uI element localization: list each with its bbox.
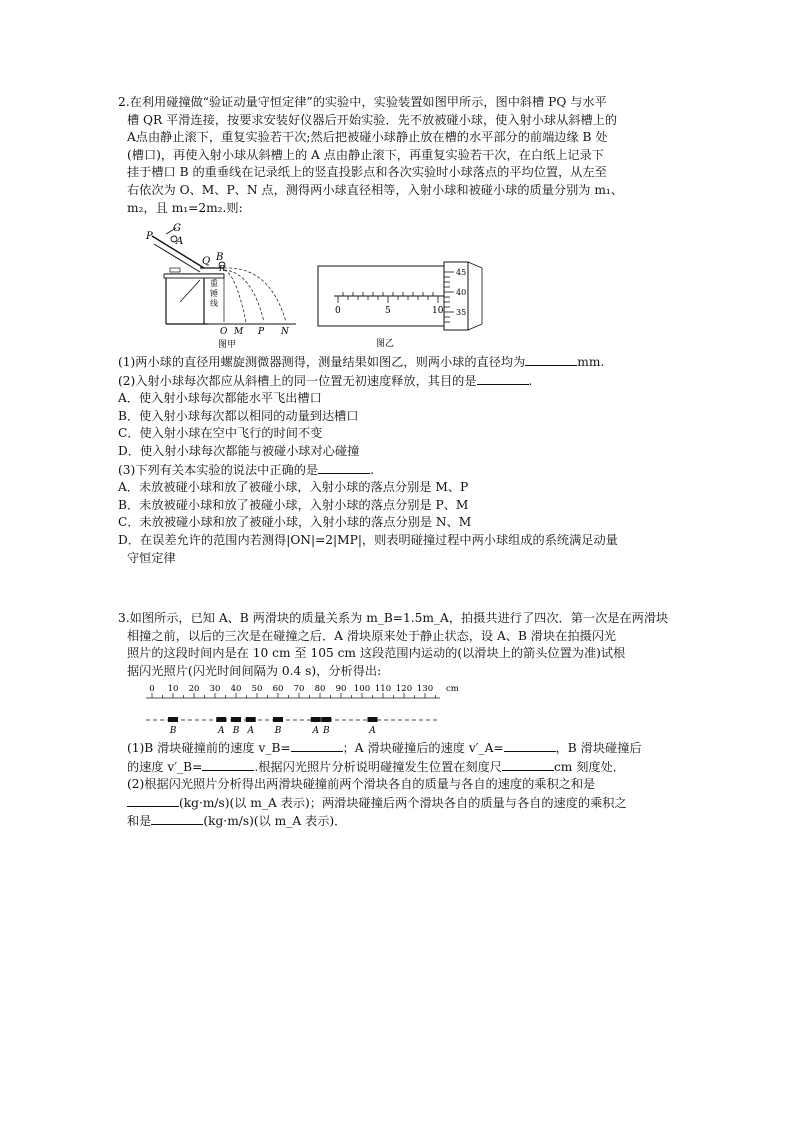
q3-va-after-label: ；A 滑块碰撞后的速度 v′_A= [342, 741, 504, 755]
fig-jia-label-b: B [216, 252, 224, 263]
figure-yi [316, 258, 488, 350]
q2-line-6: 右依次为 O、M、P、N 点，测得两小球直径相等，入射小球和被碰小球的质量分别为 m₁、 [127, 182, 623, 197]
q2-sub1 [118, 353, 678, 372]
fig-jia-caption: 图甲 [218, 340, 237, 350]
q2-sub3-blank[interactable] [318, 461, 370, 474]
fig-yi-thimble-35: 35 [456, 308, 467, 317]
slider-block-label: A [369, 726, 376, 736]
slider-block [273, 717, 283, 722]
ruler-tick-label: 110 [374, 684, 392, 694]
q3-line-2: 相撞之前，以后的三次是在碰撞之后．A 滑块原来处于静止状态，设 A、B 滑块在拍摄闪光 [127, 628, 617, 643]
ruler-tick-label: 70 [293, 684, 305, 694]
q3-vb-label: (1)B 滑块碰撞前的速度 v_B= [127, 741, 291, 755]
fig-yi-main-5: 5 [385, 306, 391, 316]
ruler-tick-label: 80 [314, 684, 326, 694]
ruler-tick-label: 120 [395, 684, 413, 694]
q2-sub2 [118, 372, 678, 391]
fig-yi-main-10: 10 [432, 306, 444, 316]
fig-jia-label-g: G [173, 223, 181, 234]
slider-block [231, 717, 241, 722]
slider-block-label: A [247, 726, 254, 736]
slider-block [311, 717, 321, 722]
ruler-tick-label: 100 [353, 684, 371, 694]
fig-jia-label-p2: P [258, 327, 265, 337]
question-2 [118, 94, 678, 217]
ruler-tick-label: 50 [251, 684, 263, 694]
q3-momentum-after-blank[interactable] [151, 812, 203, 825]
fig-yi-caption: 图乙 [376, 339, 395, 349]
slider-block-label: B [169, 726, 177, 736]
ruler-tick-label: 20 [188, 684, 200, 694]
q3-vb-after-prefix: ，B 滑块碰撞后 [555, 741, 642, 755]
fig-jia-label-m: M [234, 327, 244, 337]
q2-sub3-option-b: B．未放被碰小球和放了被碰小球，入射小球的落点分别是 P、M [118, 497, 469, 512]
q3-momentum-before-blank[interactable] [127, 794, 179, 807]
ruler-tick-label: 130 [416, 684, 434, 694]
fig-jia-label-r: R [219, 264, 226, 273]
slider-block [216, 717, 226, 722]
q2-sub1-blank[interactable] [525, 353, 577, 366]
q2-sub2-option-a: A．使入射小球每次都能水平飞出槽口 [118, 391, 322, 406]
q2-sub2-option-d: D．使入射小球每次都能与被碰小球对心碰撞 [118, 443, 360, 458]
slider-block [168, 717, 178, 722]
q2-sub3-option-d: D．在误差允许的范围内若测得|ON|=2|MP|，则表明碰撞过程中两小球组成的系统满足动量 [118, 532, 618, 547]
slider-block [321, 717, 331, 722]
q3-va-after-blank[interactable] [504, 739, 556, 752]
ruler-tick-label: 30 [209, 684, 221, 694]
fig-jia-label-n: N [281, 327, 289, 337]
q3-momentum-after-text: 和是 [127, 814, 152, 829]
q2-line-5: 挂于槽口 B 的重垂线在记录纸上的竖直投影点和各次实验时小球落点的平均位置，从左至 [127, 165, 607, 180]
fig-jia-label-o: O [220, 327, 228, 337]
q2-sub3-option-d-cont: 守恒定律 [127, 550, 176, 565]
q3-vb-after-blank[interactable] [202, 758, 254, 771]
q3-sub2-line3 [118, 812, 678, 831]
ruler-tick-label: 60 [272, 684, 284, 694]
slider-block-label: A [218, 726, 225, 736]
q3-line-1: 3.如图所示，已知 A、B 两滑块的质量关系为 m_B=1.5m_A，拍摄共进行了四次．第一次是在两滑块 [118, 611, 669, 625]
q3-position-blank[interactable] [502, 758, 554, 771]
q2-sub2-blank[interactable] [477, 372, 529, 385]
q2-sub2-end: . [528, 373, 533, 388]
fig-jia-label-zhong: 重 [210, 279, 218, 288]
q2-line-1: 2.在利用碰撞做“验证动量守恒定律”的实验中，实验装置如图甲所示，图中斜槽 PQ 与水平 [118, 95, 607, 109]
slider-block-label: B [232, 726, 240, 736]
q3-sub1-line1 [118, 739, 678, 758]
q3-line-3: 照片的这段时间内是在 10 cm 至 105 cm 这段范围内运动的(以滑块上的箭头位置为准)试根 [127, 646, 626, 661]
fig-yi-thimble-40: 40 [456, 288, 467, 297]
q3-sub1-line2 [118, 758, 678, 777]
q3-sub2-line2 [118, 794, 678, 813]
fig-jia-label-a: A [176, 236, 184, 247]
slider-block [368, 717, 378, 722]
slider-block-label: A [312, 726, 320, 736]
ruler-tick-label: 90 [335, 684, 347, 694]
question-3 [118, 610, 678, 680]
ruler-tick-label: 10 [167, 684, 179, 694]
q2-sub1-text: (1)两小球的直径用螺旋测微器测得，测量结果如图乙，则两小球的直径均为 [118, 355, 526, 369]
q2-line-2: 槽 QR 平滑连接，按要求安装好仪器后开始实验．先不放被碰小球，使入射小球从斜槽上的 [127, 112, 618, 127]
q2-sub3-text: (3)下列有关本实验的说法中正确的是 [118, 462, 319, 477]
q3-position-unit: cm 刻度处． [553, 759, 625, 774]
q2-sub3 [118, 461, 678, 480]
fig-jia-label-q: Q [202, 256, 211, 267]
figure-jia [140, 222, 300, 350]
q2-line-7: m₂，且 m₁=2m₂.则: [127, 200, 243, 215]
question-3-parts [118, 739, 678, 831]
q3-vb-after-label: 的速度 v′_B= [127, 759, 203, 774]
fig-jia-label-chui: 锤 [210, 289, 218, 298]
q2-sub1-unit: mm. [577, 355, 605, 369]
q2-sub2-option-c: C．使入射小球在空中飞行的时间不变 [118, 426, 323, 441]
q2-sub3-option-c: C．未放被碰小球和放了被碰小球，入射小球的落点分别是 N、M [118, 515, 472, 530]
q2-sub3-option-a: A．未放被碰小球和放了被碰小球，入射小球的落点分别是 M、P [118, 480, 469, 495]
slider-block-label: B [322, 726, 330, 736]
flash-photo-ruler [140, 683, 460, 739]
q3-position-text: .根据闪光照片分析说明碰撞发生位置在刻度尺 [254, 759, 502, 774]
q3-vb-blank[interactable] [291, 739, 343, 752]
fig-jia-label-p: P [146, 231, 153, 242]
fig-yi-main-0: 0 [335, 306, 341, 316]
fig-jia-label-xian: 线 [210, 299, 218, 308]
ruler-unit: cm [446, 684, 459, 694]
q3-momentum-after-unit: (kg·m/s)(以 m_A 表示)． [203, 814, 347, 829]
question-2-parts [118, 353, 678, 567]
q2-line-3: A点由静止滚下，重复实验若干次;然后把被碰小球静止放在槽的水平部分的前端边缘 B 处 [127, 130, 608, 145]
ruler-tick-label: 0 [149, 684, 155, 694]
q3-momentum-before-unit: (kg·m/s)(以 m_A 表示)；两滑块碰撞后两个滑块各自的质量与各自的速度的乘积之 [179, 795, 627, 810]
q3-line-4: 据闪光照片(闪光时间间隔为 0.4 s)，分析得出: [127, 663, 382, 678]
q2-sub2-text: (2)入射小球每次都应从斜槽上的同一位置无初速度释放，其目的是 [118, 373, 477, 388]
q2-sub2-option-b: B．使入射小球每次都以相同的动量到达槽口 [118, 408, 359, 423]
fig-yi-thimble-45: 45 [456, 268, 467, 277]
q3-sub2-line1: (2)根据闪光照片分析得出两滑块碰撞前两个滑块各自的质量与各自的速度的乘积之和是 [127, 777, 596, 792]
q2-line-4: (槽口)，再使入射小球从斜槽上的 A 点由静止滚下，再重复实验若干次，在白纸上记录下 [127, 147, 604, 162]
ruler-tick-label: 40 [230, 684, 242, 694]
slider-block-label: B [274, 726, 282, 736]
slider-block [246, 717, 256, 722]
q2-sub3-end: . [370, 462, 374, 477]
